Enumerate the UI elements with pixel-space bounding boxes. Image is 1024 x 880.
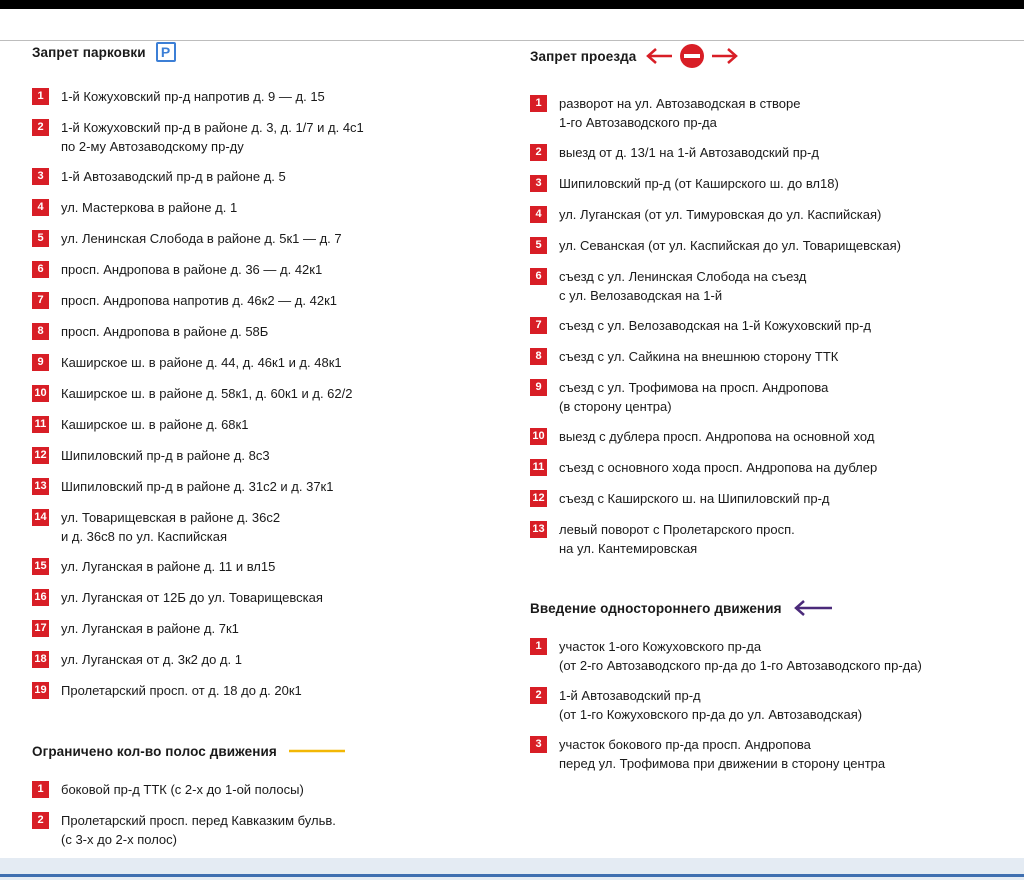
item-number-badge: 7 [32,292,49,309]
item-text: съезд с Каширского ш. на Шипиловский пр-д [559,491,830,506]
item-text: ул. Луганская в районе д. 11 и вл15 [61,559,276,574]
yellow-line-icon [287,748,347,754]
item-text: ул. Луганская от д. 3к2 до д. 1 [61,652,242,667]
item-text: участок 1-ого Кожуховского пр-да (от 2-го Автозаводского пр-да до 1-го Автозаводского пр-да) [559,639,922,673]
item-number-badge: 13 [32,478,49,495]
item-text: ул. Товарищевская в районе д. 36с2 и д. 36с8 по ул. Каспийская [61,510,281,544]
item-number-badge: 6 [530,268,547,285]
list-item [32,88,502,107]
no-entry-header [530,42,1020,70]
lanes-limited-header [32,737,502,765]
item-text: Шипиловский пр-д (от Каширского ш. до вл18) [559,176,839,191]
list-item [32,199,502,218]
item-text: ул. Мастеркова в районе д. 1 [61,200,238,215]
item-number-badge: 9 [32,354,49,371]
left-column [32,38,502,849]
item-number-badge: 6 [32,261,49,278]
item-number-badge: 5 [32,230,49,247]
list-item [32,292,502,311]
list-item [530,348,1020,367]
list-item [530,736,1020,773]
list-item [32,354,502,373]
item-number-badge: 2 [32,812,49,829]
item-text: съезд с ул. Ленинская Слобода на съезд с ул. Велозаводская на 1-й [559,269,807,303]
item-number-badge: 1 [530,95,547,112]
item-text: 1-й Автозаводский пр-д (от 1-го Кожуховского пр-да до ул. Автозаводская) [559,688,863,722]
item-number-badge: 10 [32,385,49,402]
item-text: левый поворот с Пролетарского просп. на ул. Кантемировская [559,522,795,556]
item-text: съезд с основного хода просп. Андропова на дублер [559,460,878,475]
parking-ban-list [32,88,502,701]
one-way-title: Введение одностороннего движения [530,600,782,616]
list-item [530,206,1020,225]
item-number-badge: 12 [32,447,49,464]
no-entry-title: Запрет проезда [530,48,637,64]
list-item [530,95,1020,132]
item-text: боковой пр-д ТТК (с 2-х до 1-ой полосы) [61,782,304,797]
list-item [530,379,1020,416]
item-text: ул. Севанская (от ул. Каспийская до ул. Товарищевская) [559,238,901,253]
lanes-limited-list [32,781,502,849]
list-item [32,168,502,187]
no-entry-list [530,95,1020,558]
list-item [32,119,502,156]
list-item [530,317,1020,336]
item-text: выезд с дублера просп. Андропова на основной ход [559,429,875,444]
list-item [530,490,1020,509]
item-number-badge: 2 [530,144,547,161]
list-item [32,682,502,701]
item-text: выезд от д. 13/1 на 1-й Автозаводский пр-д [559,145,819,160]
list-item [32,620,502,639]
item-text: съезд с ул. Сайкина на внешнюю сторону ТТК [559,349,839,364]
item-text: съезд с ул. Велозаводская на 1-й Кожуховский пр-д [559,318,871,333]
item-number-badge: 2 [530,687,547,704]
item-number-badge: 1 [32,781,49,798]
item-number-badge: 16 [32,589,49,606]
item-number-badge: 10 [530,428,547,445]
item-number-badge: 4 [530,206,547,223]
lanes-limited-title: Ограничено кол-во полос движения [32,743,277,759]
item-text: Каширское ш. в районе д. 44, д. 46к1 и д. 48к1 [61,355,342,370]
item-text: разворот на ул. Автозаводская в створе 1-го Автозаводского пр-да [559,96,801,130]
list-item [32,509,502,546]
item-text: ул. Луганская (от ул. Тимуровская до ул. Каспийская) [559,207,882,222]
item-text: Каширское ш. в районе д. 68к1 [61,417,249,432]
list-item [32,323,502,342]
list-item [530,428,1020,447]
item-text: 1-й Кожуховский пр-д напротив д. 9 — д. 15 [61,89,325,104]
item-text: участок бокового пр-да просп. Андропова перед ул. Трофимова при движении в сторону центра [559,737,886,771]
item-text: просп. Андропова в районе д. 58Б [61,324,269,339]
item-text: просп. Андропова в районе д. 36 — д. 42к1 [61,262,323,277]
parking-ban-title: Запрет парковки [32,44,146,60]
one-way-list [530,638,1020,773]
list-item [530,638,1020,675]
item-number-badge: 3 [32,168,49,185]
list-item [32,651,502,670]
parking-icon [156,42,176,62]
item-number-badge: 7 [530,317,547,334]
item-number-badge: 14 [32,509,49,526]
list-item [530,175,1020,194]
list-item [530,459,1020,478]
bottom-border [0,874,1024,877]
item-number-badge: 17 [32,620,49,637]
item-number-badge: 1 [32,88,49,105]
item-text: Шипиловский пр-д в районе д. 8с3 [61,448,270,463]
item-number-badge: 8 [32,323,49,340]
list-item [32,416,502,435]
parking-ban-header [32,38,502,66]
item-text: 1-й Кожуховский пр-д в районе д. 3, д. 1/7 и д. 4с1 по 2-му Автозаводскому пр-ду [61,120,364,154]
item-number-badge: 13 [530,521,547,538]
item-text: съезд с ул. Трофимова на просп. Андропова (в сторону центра) [559,380,829,414]
list-item [530,687,1020,724]
item-number-badge: 3 [530,736,547,753]
list-item [32,589,502,608]
item-text: просп. Андропова напротив д. 46к2 — д. 42к1 [61,293,337,308]
arrow-left-icon [792,598,834,618]
item-text: Пролетарский просп. перед Кавказким бульв. (с 3-х до 2-х полос) [61,813,336,847]
item-number-badge: 2 [32,119,49,136]
item-number-badge: 1 [530,638,547,655]
item-text: ул. Луганская от 12Б до ул. Товарищевская [61,590,323,605]
item-number-badge: 12 [530,490,547,507]
item-text: Пролетарский просп. от д. 18 до д. 20к1 [61,683,302,698]
list-item [530,521,1020,558]
item-text: Шипиловский пр-д в районе д. 31с2 и д. 37к1 [61,479,334,494]
list-item [32,812,502,849]
list-item [32,781,502,800]
item-number-badge: 11 [32,416,49,433]
item-text: ул. Ленинская Слобода в районе д. 5к1 — д. 7 [61,231,342,246]
item-number-badge: 5 [530,237,547,254]
list-item [32,385,502,404]
list-item [32,447,502,466]
item-number-badge: 8 [530,348,547,365]
right-column [530,42,1020,773]
list-item [32,478,502,497]
list-item [32,558,502,577]
item-number-badge: 15 [32,558,49,575]
list-item [530,237,1020,256]
top-black-bar [0,0,1024,9]
one-way-header [530,594,1020,622]
item-text: Каширское ш. в районе д. 58к1, д. 60к1 и д. 62/2 [61,386,353,401]
list-item [530,144,1020,163]
item-text: ул. Луганская в районе д. 7к1 [61,621,239,636]
item-text: 1-й Автозаводский пр-д в районе д. 5 [61,169,286,184]
item-number-badge: 18 [32,651,49,668]
item-number-badge: 3 [530,175,547,192]
item-number-badge: 19 [32,682,49,699]
list-item [32,261,502,280]
item-number-badge: 11 [530,459,547,476]
no-entry-icon [646,42,738,70]
list-item [530,268,1020,305]
item-number-badge: 4 [32,199,49,216]
parking-icon-letter: P [156,42,176,62]
item-number-badge: 9 [530,379,547,396]
list-item [32,230,502,249]
